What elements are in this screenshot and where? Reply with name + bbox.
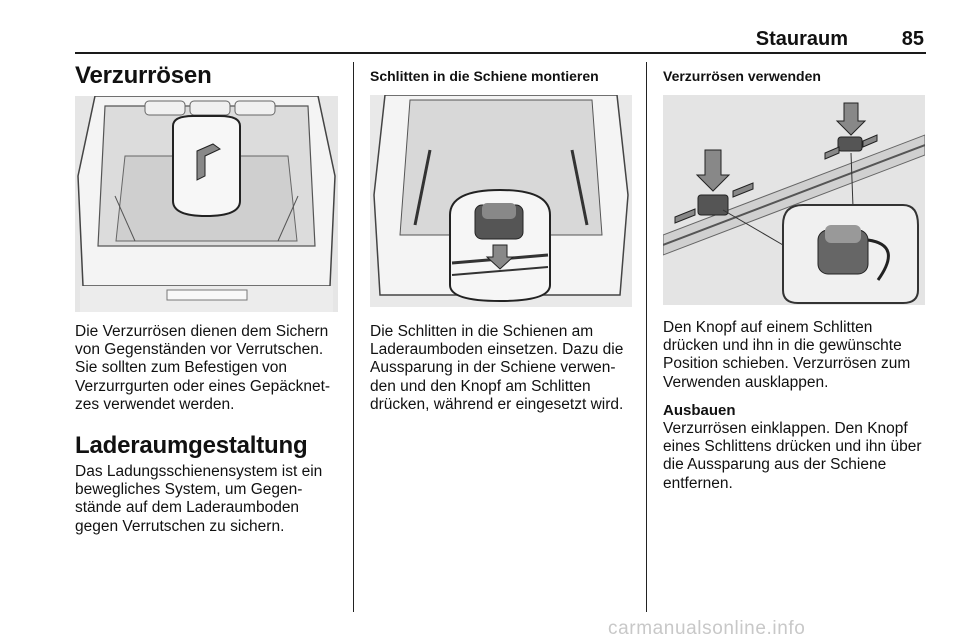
figure-slide-mounting bbox=[370, 95, 632, 307]
paragraph-ausbauen: Verzurrösen einklappen. Den Knopf eines Schlittens drücken und ihn über die Aussparung aus der Schiene entfernen. bbox=[663, 420, 922, 492]
figure-using-eyes bbox=[663, 95, 925, 305]
figure-cargo-area-eye bbox=[75, 96, 338, 312]
page-header bbox=[75, 18, 926, 52]
paragraph-laderaumgestaltung: Das Ladungsschienensystem ist ein bewegliches System, um Gegen- stände auf dem Laderaumboden gegen Verrutschen zu sichern. bbox=[75, 463, 323, 535]
heading-schlitten-montieren: Schlitten in die Schiene montieren bbox=[370, 68, 599, 84]
watermark: carmanualsonline.info bbox=[608, 618, 806, 639]
subheading-ausbauen: Ausbauen bbox=[663, 402, 736, 419]
column-divider-1 bbox=[353, 62, 354, 612]
paragraph-verzurroesen-verwenden: Den Knopf auf einem Schlitten drücken und ihn in die gewünschte Position schieben. Verzurrösen zum Verwenden ausklappen. bbox=[663, 319, 911, 391]
page-number: 85 bbox=[901, 28, 924, 50]
paragraph-schlitten-montieren: Die Schlitten in die Schienen am Laderaumboden einsetzen. Dazu die Aussparung in der Schiene verwen- den und den Knopf am Schlitten drücken, während er eingesetzt wird. bbox=[370, 323, 624, 413]
header-rule bbox=[75, 52, 926, 54]
heading-laderaumgestaltung: Laderaumgestaltung bbox=[75, 432, 308, 459]
heading-verzurroesen: Verzurrösen bbox=[75, 62, 212, 89]
column-divider-2 bbox=[646, 62, 647, 612]
heading-verzurroesen-verwenden: Verzurrösen verwenden bbox=[663, 68, 821, 84]
section-title: Stauraum bbox=[755, 28, 848, 50]
paragraph-verzurroesen: Die Verzurrösen dienen dem Sichern von Gegenständen vor Verrutschen. Sie sollten zum Befestigen von Verzurrgurten oder eines Gepäcknet- zes verwendet werden. bbox=[75, 323, 331, 413]
